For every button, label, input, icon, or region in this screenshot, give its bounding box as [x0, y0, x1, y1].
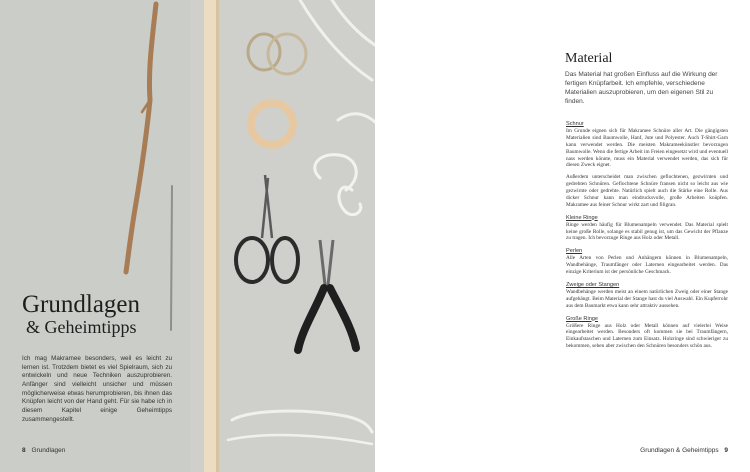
section-grosse-ringe: [566, 316, 728, 351]
chapter-title-line-2: & Geheimtipps: [26, 317, 137, 338]
right-page-number: 9: [724, 447, 728, 454]
section-kleine-ringe: [566, 215, 728, 243]
right-running-head: Grundlagen & Geheimtipps: [640, 447, 719, 454]
body-paragraph: Alle Arten von Perlen und Anhängern können in Blumenampeln, Wandbehänge, Traumfänger oder Laternen eingearbeitet werden. Das einzige Kriterium ist der persönliche Geschmack.: [566, 255, 728, 275]
section-heading: Material: [565, 51, 613, 66]
lead-paragraph: Das Material hat großen Einfluss auf die Wirkung der fertigen Knüpfarbeit. Ich empfehle, verschiedene Materialien auszuprobieren, um den eigenen Stil zu finden.: [565, 71, 718, 105]
body-paragraph: Größere Ringe aus Holz oder Metall können auf vielerlei Weise eingearbeitet werden. Besonders oft kommen sie bei Traumfängern, Einkaufstaschen und Laternen zum Einsatz. Holzringe sind schwieriger zu bekommen, sehen aber zwischen den Schnüren besonders schön aus.: [566, 322, 728, 350]
right-page: [375, 0, 750, 472]
subheading: Perlen: [566, 248, 583, 255]
section-zweige-oder-stangen: [566, 282, 728, 310]
section-perlen: [566, 248, 728, 276]
subheading: Schnur: [566, 121, 584, 127]
body-paragraph: Wandbehänge werden meist an einem natürlichen Zweig oder einer Stange aufgehängt. Beim Material der Stange hast du viel Auswahl. Ein Kupferrohr aus dem Baumarkt etwa kann sehr attraktiv aussehen.: [566, 288, 728, 309]
subheading: Zweige oder Stangen: [566, 281, 620, 288]
chapter-title: [22, 292, 140, 337]
body-paragraph: Ringe werden häufig für Blumenampeln verwendet. Das Material spielt keine große Rolle, solange es stabil genug ist, um das Gewicht der Pflanze zu tragen. Ich bevorzuge Ringe aus Holz oder Metall.: [566, 221, 728, 242]
intro-paragraph: Ich mag Makramee besonders, weil es leicht zu lernen ist. Trotzdem bietet es viel Spielraum, sich zu entwickeln und neue Techniken auszuprobieren. Anfänger sind vielleicht unsicher und müssen möglicherweise etwas herumprobieren, bis ihnen das Knüpfen leicht von der Hand geht. Für sie habe ich in diesem Kapitel einige Geheimtipps zusammengestellt.: [22, 355, 172, 423]
body-paragraph: Im Grunde eignen sich für Makramee Schnüre aller Art. Die gängigsten Materialien sind Baumwolle, Hanf, Jute und Polyester. Auch T-Shirt-Garn kann verwendet werden. Die meisten Makrameekünstler bevorzugen Baumwolle. Wenn die fertige Arbeit im Freien eingesetzt wird und eventuell nass werden könnte, muss ein Material verwendet werden, das sich für diesen Zweck eignet.: [566, 128, 729, 169]
left-page-number: 8: [22, 447, 26, 454]
material-sections: [566, 121, 728, 356]
section-schnur: [566, 121, 728, 209]
subheading: Kleine Ringe: [566, 214, 598, 221]
left-running-head: Grundlagen: [31, 447, 66, 454]
right-page-footer: [640, 447, 728, 454]
subheading: Große Ringe: [566, 315, 599, 322]
left-page-footer: [22, 447, 65, 454]
body-paragraph: Außerdem unterscheidet man zwischen geflochtenen, gezwirnten und gedrehten Schnüren. Geflochtene Schnüre fransen nicht so leicht aus wie gezwirnte oder gedrehte. Natürlich spielt auch die Stärke eine Rolle. Aus dicker Schnur kann man eindrucksvolle, große Arbeiten knüpfen. Makramee aus feiner Schnur wirkt zart und filigran.: [566, 174, 728, 208]
crochet-hook-illustration: [171, 186, 172, 330]
chapter-title-line-1: Grundlagen: [22, 291, 141, 318]
